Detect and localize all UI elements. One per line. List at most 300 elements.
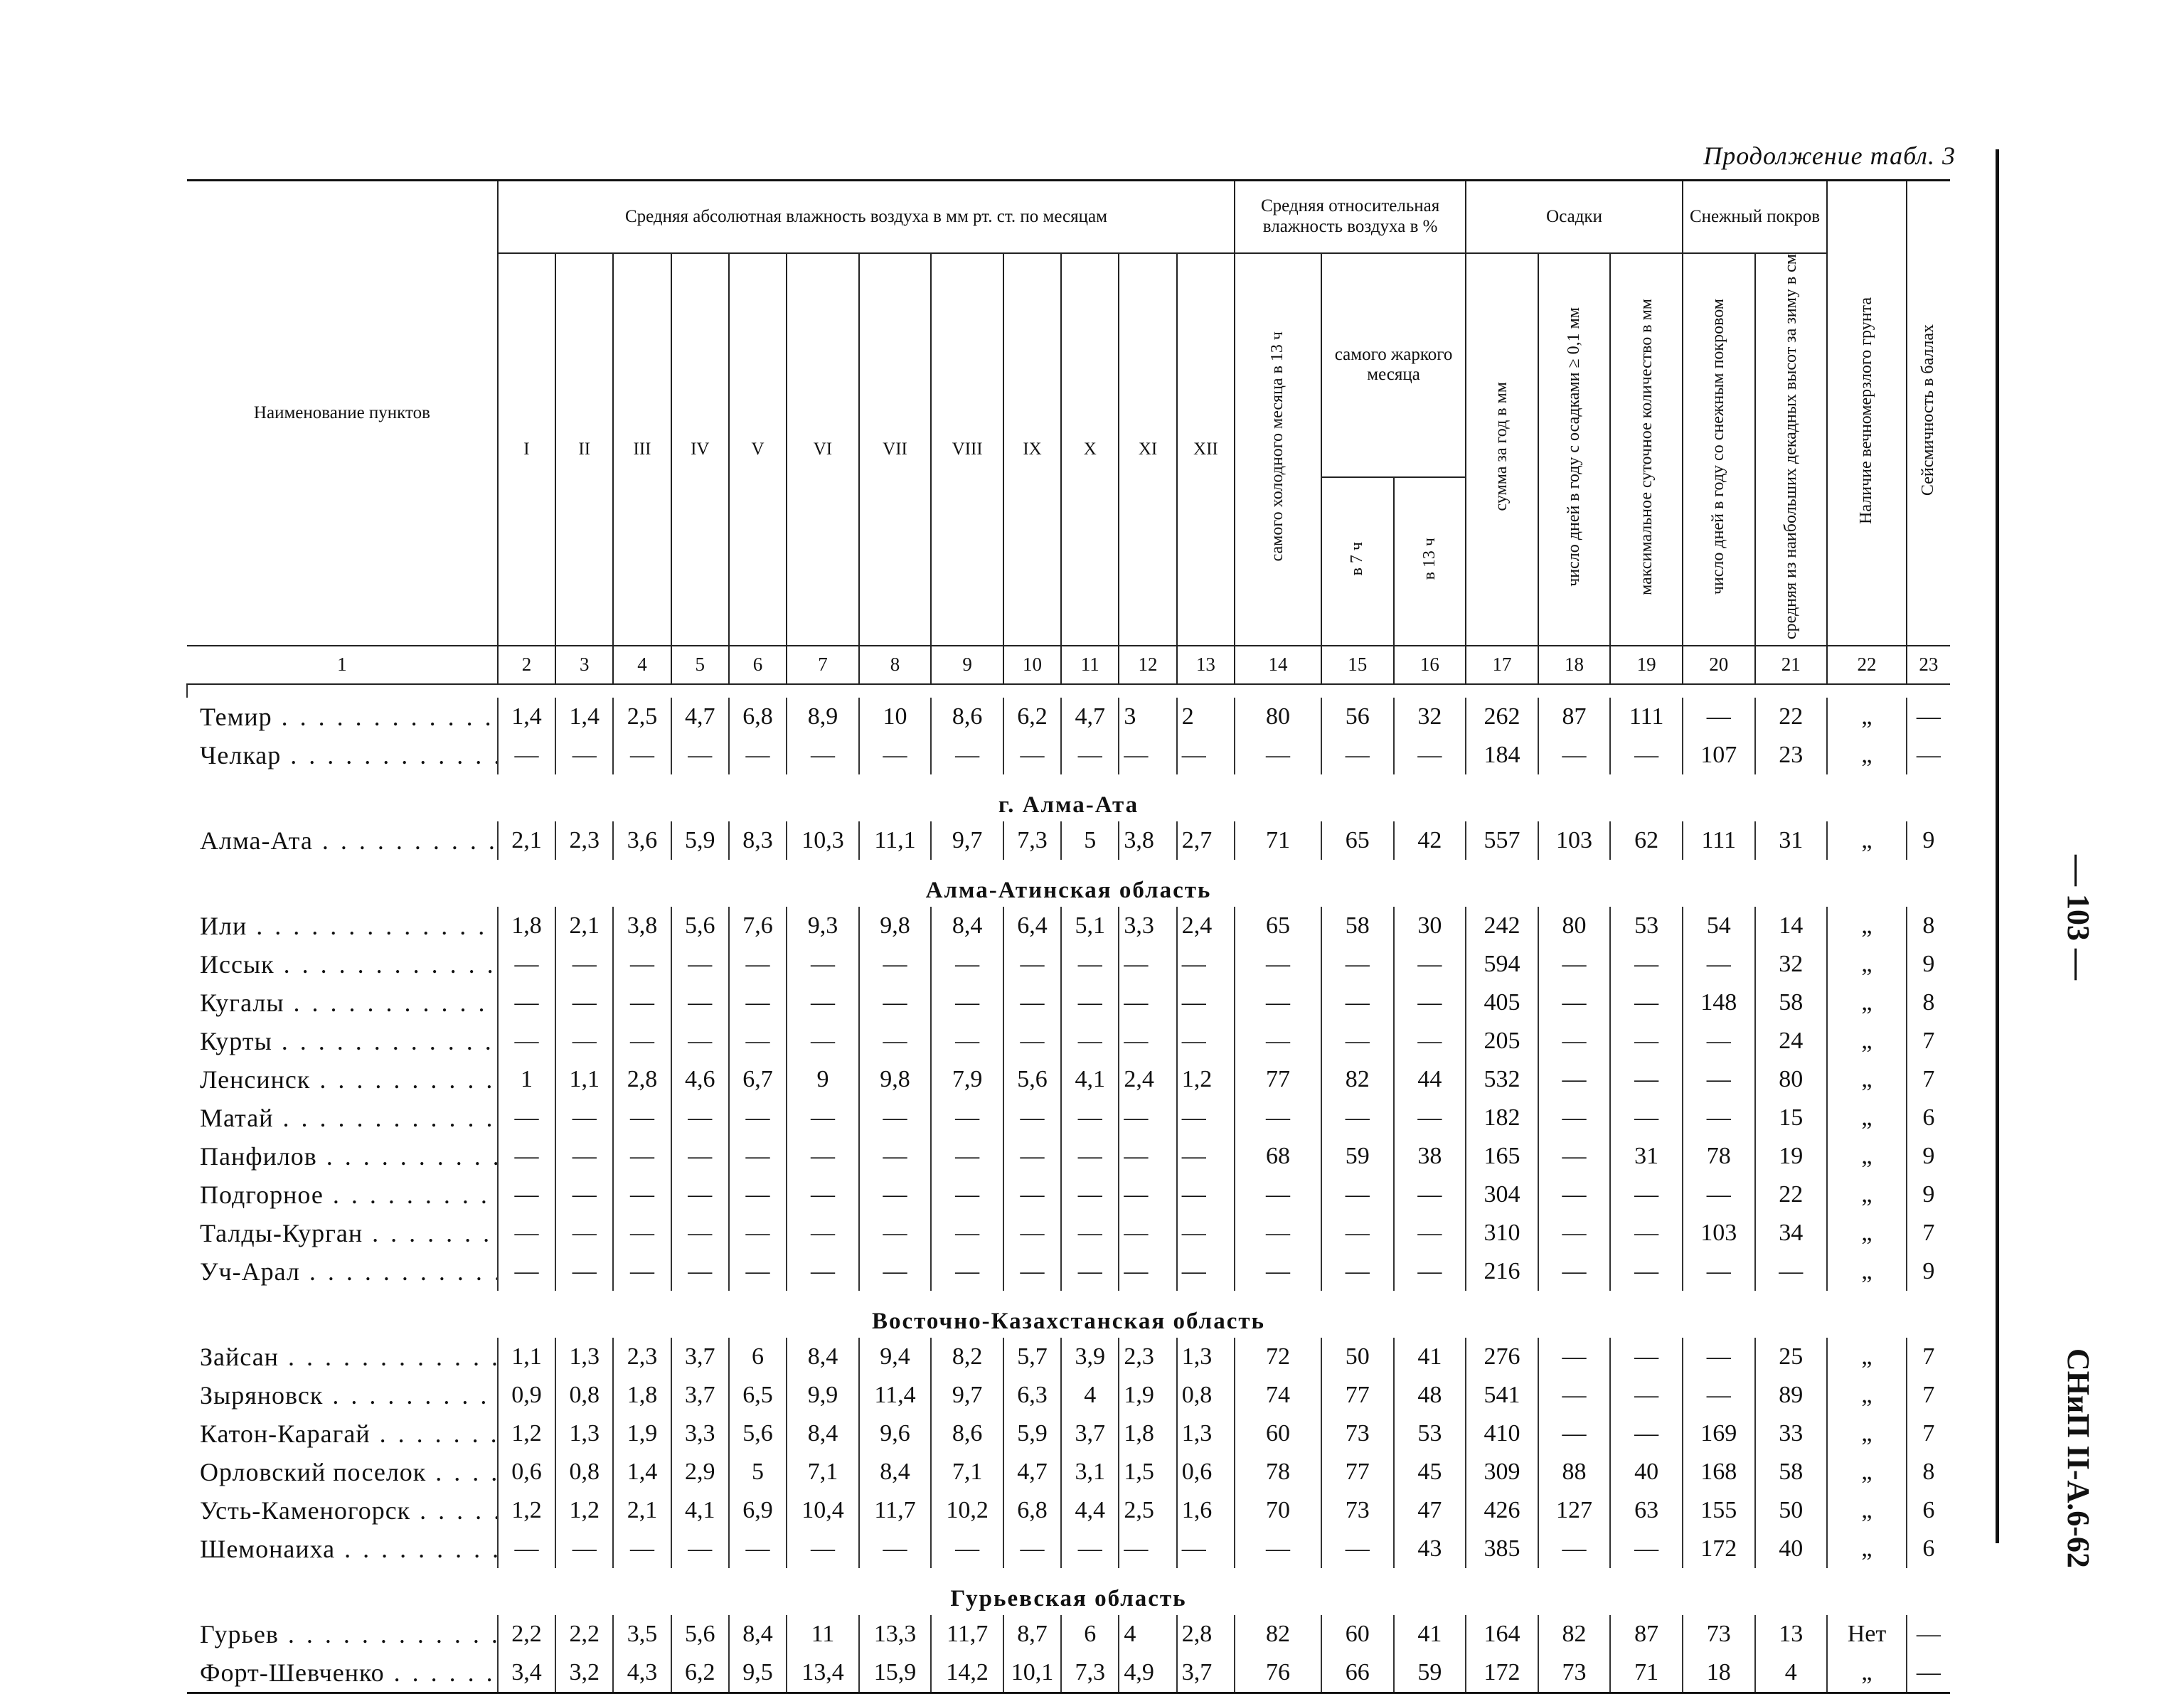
table-cell: — <box>859 984 932 1022</box>
table-header <box>187 181 1950 684</box>
table-cell: 5 <box>729 1453 787 1491</box>
table-cell: — <box>931 945 1003 984</box>
column-number: 10 <box>1003 646 1061 684</box>
table-row <box>187 945 1950 984</box>
table-cell: — <box>729 1099 787 1137</box>
table-cell: „ <box>1827 1491 1907 1530</box>
table-cell: 2,3 <box>1119 1338 1176 1376</box>
table-cell: 4,7 <box>1061 698 1119 736</box>
table-cell: — <box>787 1099 859 1137</box>
table-cell: 2,7 <box>1177 821 1235 860</box>
table-cell: — <box>1177 1137 1235 1176</box>
table-cell: 9 <box>1907 945 1950 984</box>
table-cell: 78 <box>1235 1453 1321 1491</box>
table-cell: — <box>1683 1176 1755 1214</box>
table-cell: 164 <box>1466 1615 1538 1653</box>
table-cell: 2,3 <box>555 821 613 860</box>
table-cell: 0,6 <box>1177 1453 1235 1491</box>
table-cell: — <box>1003 1099 1061 1137</box>
table-cell: 8,4 <box>859 1453 932 1491</box>
table-cell: — <box>1061 1176 1119 1214</box>
table-cell: „ <box>1827 1060 1907 1099</box>
column-number: 5 <box>671 646 729 684</box>
table-cell: 3,3 <box>671 1415 729 1453</box>
table-cell: 23 <box>1755 736 1828 774</box>
table-cell: 6,8 <box>729 698 787 736</box>
table-cell: 9 <box>787 1060 859 1099</box>
table-cell: — <box>1235 1252 1321 1291</box>
table-cell: 41 <box>1394 1615 1466 1653</box>
table-cell: 5,1 <box>1061 907 1119 945</box>
table-cell: 1,4 <box>498 698 555 736</box>
table-cell: — <box>498 1099 555 1137</box>
table-cell: „ <box>1827 945 1907 984</box>
table-cell: — <box>498 1252 555 1291</box>
table-cell: — <box>613 1530 671 1568</box>
table-cell: — <box>859 945 932 984</box>
table-row <box>187 736 1950 774</box>
table-cell: 71 <box>1610 1653 1683 1693</box>
table-cell: 9,9 <box>787 1376 859 1415</box>
table-cell: 2,5 <box>1119 1491 1176 1530</box>
table-cell: 14 <box>1755 907 1828 945</box>
table-cell: 77 <box>1235 1060 1321 1099</box>
table-cell: 6,8 <box>1003 1491 1061 1530</box>
table-cell: — <box>498 1137 555 1176</box>
table-cell: 8,6 <box>931 698 1003 736</box>
table-cell: — <box>1177 1214 1235 1252</box>
table-cell: 6 <box>1907 1530 1950 1568</box>
table-cell: 13 <box>1755 1615 1828 1653</box>
table-cell: — <box>787 1214 859 1252</box>
column-number: 6 <box>729 646 787 684</box>
table-cell: 9,7 <box>931 821 1003 860</box>
station-name: Уч-Арал . . . <box>187 1252 498 1291</box>
month-10: X <box>1061 253 1119 646</box>
table-cell: — <box>671 1214 729 1252</box>
station-name: Алма-Ата . . . <box>187 821 498 860</box>
column-number: 8 <box>859 646 932 684</box>
header-rel-cold: самого холодного месяца в 13 ч <box>1235 253 1321 646</box>
table-cell: — <box>1235 984 1321 1022</box>
region-heading: Гурьевская область <box>950 1585 1187 1612</box>
table-cell: 1,8 <box>1119 1415 1176 1453</box>
column-number: 11 <box>1061 646 1119 684</box>
table-cell: — <box>498 1176 555 1214</box>
header-precipitation: Осадки <box>1466 181 1683 254</box>
table-cell: 5 <box>1061 821 1119 860</box>
header-snow-days: число дней в году со снежным покровом <box>1683 253 1755 646</box>
table-cell: — <box>1610 1376 1683 1415</box>
table-cell: 276 <box>1466 1338 1538 1376</box>
table-cell: 310 <box>1466 1214 1538 1252</box>
table-row <box>187 1491 1950 1530</box>
table-cell: — <box>859 1176 932 1214</box>
table-cell: 74 <box>1235 1376 1321 1415</box>
table-cell: 6 <box>1061 1615 1119 1653</box>
table-cell: 410 <box>1466 1415 1538 1453</box>
table-cell: — <box>1003 945 1061 984</box>
table-cell: 11,4 <box>859 1376 932 1415</box>
header-name: Наименование пунктов <box>187 181 498 646</box>
table-cell: 7,1 <box>931 1453 1003 1491</box>
station-name: Подгорное . . . <box>187 1176 498 1214</box>
table-cell: 63 <box>1610 1491 1683 1530</box>
table-cell: — <box>787 1137 859 1176</box>
table-body <box>187 684 1950 1693</box>
table-cell: — <box>787 1530 859 1568</box>
column-number: 7 <box>787 646 859 684</box>
table-cell: 10,3 <box>787 821 859 860</box>
table-cell: 58 <box>1755 984 1828 1022</box>
table-cell: — <box>555 1099 613 1137</box>
table-row <box>187 1214 1950 1252</box>
table-cell: 8,2 <box>931 1338 1003 1376</box>
table-cell: 14,2 <box>931 1653 1003 1693</box>
table-cell: — <box>1538 1022 1611 1060</box>
table-row <box>187 984 1950 1022</box>
table-cell: 7 <box>1907 1214 1950 1252</box>
station-name: Гурьев . . . <box>187 1615 498 1653</box>
table-cell: 103 <box>1683 1214 1755 1252</box>
table-cell: „ <box>1827 1099 1907 1137</box>
table-cell: — <box>1003 984 1061 1022</box>
table-row <box>187 1252 1950 1291</box>
table-cell: 8 <box>1907 984 1950 1022</box>
table-cell: — <box>787 984 859 1022</box>
table-cell: 127 <box>1538 1491 1611 1530</box>
table-cell: 0,6 <box>498 1453 555 1491</box>
table-cell: 30 <box>1394 907 1466 945</box>
table-cell: — <box>787 1252 859 1291</box>
table-cell: 73 <box>1321 1491 1394 1530</box>
station-name: Или . . . <box>187 907 498 945</box>
table-cell: — <box>1177 1022 1235 1060</box>
table-cell: — <box>1683 1338 1755 1376</box>
table-cell: — <box>859 1252 932 1291</box>
table-cell: 2,8 <box>613 1060 671 1099</box>
station-name: Курты . . . <box>187 1022 498 1060</box>
table-cell: — <box>555 945 613 984</box>
header-precip-sum: сумма за год в мм <box>1466 253 1538 646</box>
table-cell: — <box>613 984 671 1022</box>
table-cell: 60 <box>1321 1615 1394 1653</box>
table-cell: 78 <box>1683 1137 1755 1176</box>
table-cell: 0,9 <box>498 1376 555 1415</box>
table-cell: 172 <box>1683 1530 1755 1568</box>
table-cell: — <box>1177 1099 1235 1137</box>
table-cell: — <box>1610 1252 1683 1291</box>
table-cell: 4,3 <box>613 1653 671 1693</box>
table-cell: — <box>1907 1653 1950 1693</box>
table-cell: — <box>1235 1022 1321 1060</box>
table-cell: — <box>729 1252 787 1291</box>
table-cell: 80 <box>1235 698 1321 736</box>
table-cell: 7 <box>1907 1415 1950 1453</box>
table-cell: — <box>787 945 859 984</box>
table-cell: 71 <box>1235 821 1321 860</box>
table-cell: — <box>1321 1530 1394 1568</box>
table-cell: 38 <box>1394 1137 1466 1176</box>
month-5: V <box>729 253 787 646</box>
table-cell: — <box>1538 1099 1611 1137</box>
table-cell: 7,1 <box>787 1453 859 1491</box>
table-cell: 5,6 <box>671 1615 729 1653</box>
table-cell: — <box>555 1252 613 1291</box>
table-cell: 11,7 <box>931 1615 1003 1653</box>
table-cell: 8,4 <box>787 1338 859 1376</box>
table-cell: 0,8 <box>555 1453 613 1491</box>
station-name: Усть-Каменогорск . . . <box>187 1491 498 1530</box>
month-12: XII <box>1177 253 1235 646</box>
table-cell: — <box>931 1214 1003 1252</box>
table-cell: 7,3 <box>1061 1653 1119 1693</box>
table-cell: „ <box>1827 698 1907 736</box>
table-cell: — <box>1538 984 1611 1022</box>
table-cell: 262 <box>1466 698 1538 736</box>
table-cell: 7 <box>1907 1338 1950 1376</box>
table-cell: 45 <box>1394 1453 1466 1491</box>
table-cell: 47 <box>1394 1491 1466 1530</box>
station-name: Зыряновск . . . <box>187 1376 498 1415</box>
table-cell: — <box>1683 945 1755 984</box>
table-cell: 9,8 <box>859 907 932 945</box>
table-cell: — <box>729 1137 787 1176</box>
table-cell: — <box>613 1137 671 1176</box>
table-cell: Нет <box>1827 1615 1907 1653</box>
table-cell: 6,5 <box>729 1376 787 1415</box>
table-cell: „ <box>1827 821 1907 860</box>
table-cell: — <box>613 1214 671 1252</box>
table-row <box>187 1653 1950 1693</box>
table-cell: — <box>1119 984 1176 1022</box>
table-cell: 4,7 <box>1003 1453 1061 1491</box>
table-cell: 1,2 <box>498 1491 555 1530</box>
table-cell: — <box>1061 945 1119 984</box>
table-cell: 31 <box>1610 1137 1683 1176</box>
table-cell: 242 <box>1466 907 1538 945</box>
header-seismic: Сейсмичность в баллах <box>1907 181 1950 646</box>
column-number-row <box>187 646 1950 684</box>
header-precip-days: число дней в году с осадками ≥ 0,1 мм <box>1538 253 1611 646</box>
table-cell: 8 <box>1907 1453 1950 1491</box>
table-cell: 73 <box>1538 1653 1611 1693</box>
table-cell: — <box>1321 984 1394 1022</box>
table-cell: — <box>1610 1060 1683 1099</box>
table-cell: 6,2 <box>671 1653 729 1693</box>
month-2: II <box>555 253 613 646</box>
table-cell: — <box>1177 984 1235 1022</box>
table-cell: 6,2 <box>1003 698 1061 736</box>
table-cell: 2,8 <box>1177 1615 1235 1653</box>
table-cell: — <box>1907 736 1950 774</box>
table-cell: 73 <box>1683 1615 1755 1653</box>
table-cell: — <box>1683 1060 1755 1099</box>
table-cell: 5,9 <box>1003 1415 1061 1453</box>
table-cell: 8,4 <box>787 1415 859 1453</box>
table-cell: — <box>1394 945 1466 984</box>
table-cell: 2,3 <box>613 1338 671 1376</box>
table-cell: — <box>1119 1022 1176 1060</box>
table-cell: 1,1 <box>555 1060 613 1099</box>
table-cell: 3,4 <box>498 1653 555 1693</box>
table-cell: 87 <box>1610 1615 1683 1653</box>
table-cell: „ <box>1827 1338 1907 1376</box>
table-cell: — <box>671 1176 729 1214</box>
table-cell: — <box>1061 1137 1119 1176</box>
region-heading: г. Алма-Ата <box>998 792 1139 818</box>
column-number: 22 <box>1827 646 1907 684</box>
table-cell: — <box>859 1137 932 1176</box>
table-cell: 3,1 <box>1061 1453 1119 1491</box>
table-cell: 72 <box>1235 1338 1321 1376</box>
table-cell: — <box>498 1214 555 1252</box>
table-cell: 44 <box>1394 1060 1466 1099</box>
table-cell: — <box>1003 1214 1061 1252</box>
column-number: 20 <box>1683 646 1755 684</box>
table-cell: — <box>1610 1099 1683 1137</box>
table-cell: — <box>671 736 729 774</box>
table-cell: — <box>1061 1099 1119 1137</box>
table-cell: — <box>498 984 555 1022</box>
table-cell: — <box>859 1022 932 1060</box>
region-heading-row <box>187 860 1950 907</box>
table-cell: 9,3 <box>787 907 859 945</box>
table-cell: 8,4 <box>729 1615 787 1653</box>
table-cell: 11,7 <box>859 1491 932 1530</box>
table-cell: — <box>671 1099 729 1137</box>
table-cell: — <box>1907 698 1950 736</box>
column-number: 14 <box>1235 646 1321 684</box>
table-cell: 32 <box>1394 698 1466 736</box>
table-row <box>187 1176 1950 1214</box>
table-cell: — <box>555 1214 613 1252</box>
table-cell: — <box>1907 1615 1950 1653</box>
station-name: Челкар . . . <box>187 736 498 774</box>
page-number: — 103 — <box>2061 855 2096 980</box>
table-cell: — <box>1003 1137 1061 1176</box>
table-cell: — <box>1394 1022 1466 1060</box>
table-cell: — <box>1119 1137 1176 1176</box>
column-number: 19 <box>1610 646 1683 684</box>
table-cell: — <box>1061 984 1119 1022</box>
table-cell: 7 <box>1907 1022 1950 1060</box>
table-cell: — <box>1538 1176 1611 1214</box>
table-cell: 2,1 <box>498 821 555 860</box>
month-4: IV <box>671 253 729 646</box>
table-cell: 65 <box>1235 907 1321 945</box>
table-cell: — <box>787 1022 859 1060</box>
table-cell: — <box>1321 1214 1394 1252</box>
table-cell: 6 <box>1907 1491 1950 1530</box>
table-cell: 32 <box>1755 945 1828 984</box>
table-cell: 58 <box>1321 907 1394 945</box>
header-snow: Снежный покров <box>1683 181 1827 254</box>
table-cell: — <box>613 1099 671 1137</box>
table-cell: 50 <box>1755 1491 1828 1530</box>
table-row <box>187 1376 1950 1415</box>
table-cell: — <box>555 736 613 774</box>
column-number: 16 <box>1394 646 1466 684</box>
table-cell: — <box>1321 1176 1394 1214</box>
table-cell: — <box>1177 1252 1235 1291</box>
table-cell: 6 <box>1907 1099 1950 1137</box>
table-cell: 7 <box>1907 1060 1950 1099</box>
station-name: Кугалы . . . <box>187 984 498 1022</box>
table-cell: 3,8 <box>613 907 671 945</box>
table-cell: 1,4 <box>555 698 613 736</box>
header-abs-humidity: Средняя абсолютная влажность воздуха в мм рт. ст. по месяцам <box>498 181 1235 254</box>
region-heading-row <box>187 774 1950 821</box>
table-cell: 205 <box>1466 1022 1538 1060</box>
table-cell: „ <box>1827 1530 1907 1568</box>
table-cell: — <box>1610 1214 1683 1252</box>
table-cell: — <box>1061 1252 1119 1291</box>
month-6: VI <box>787 253 859 646</box>
table-cell: 9 <box>1907 1252 1950 1291</box>
station-name: Матай . . . <box>187 1099 498 1137</box>
table-cell: 59 <box>1394 1653 1466 1693</box>
table-cell: — <box>1235 736 1321 774</box>
climate-table <box>186 179 1950 1694</box>
table-cell: 3,8 <box>1119 821 1176 860</box>
station-name: Ленсинск . . . <box>187 1060 498 1099</box>
table-cell: 172 <box>1466 1653 1538 1693</box>
table-cell: 8,6 <box>931 1415 1003 1453</box>
table-cell: 9,4 <box>859 1338 932 1376</box>
table-cell: 11,1 <box>859 821 932 860</box>
table-cell: — <box>1235 1214 1321 1252</box>
table-cell: — <box>671 945 729 984</box>
table-cell: 22 <box>1755 698 1828 736</box>
table-cell: 3,7 <box>1177 1653 1235 1693</box>
margin-rule <box>1996 149 1999 1543</box>
table-cell: 148 <box>1683 984 1755 1022</box>
region-heading-row <box>187 1291 1950 1338</box>
table-row <box>187 1137 1950 1176</box>
table-cell: 169 <box>1683 1415 1755 1453</box>
table-cell: 4,1 <box>1061 1060 1119 1099</box>
table-cell: 165 <box>1466 1137 1538 1176</box>
table-cell: 557 <box>1466 821 1538 860</box>
station-name: Темир . . . <box>187 698 498 736</box>
table-cell: 111 <box>1683 821 1755 860</box>
table-cell: — <box>1177 736 1235 774</box>
month-9: IX <box>1003 253 1061 646</box>
table-cell: 405 <box>1466 984 1538 1022</box>
table-cell: 15 <box>1755 1099 1828 1137</box>
table-cell: 1,5 <box>1119 1453 1176 1491</box>
table-cell: 68 <box>1235 1137 1321 1176</box>
station-name: Форт-Шевченко . . . <box>187 1653 498 1693</box>
header-rel-humidity: Средняя относительная влажность воздуха в % <box>1235 181 1466 254</box>
table-cell: — <box>1394 1099 1466 1137</box>
table-cell: — <box>1538 1060 1611 1099</box>
table-cell: 9 <box>1907 1137 1950 1176</box>
table-cell: — <box>1321 1022 1394 1060</box>
table-cell: 24 <box>1755 1022 1828 1060</box>
table-cell: — <box>671 1530 729 1568</box>
table-cell: — <box>1394 1176 1466 1214</box>
table-cell: — <box>498 945 555 984</box>
month-8: VIII <box>931 253 1003 646</box>
table-cell: 42 <box>1394 821 1466 860</box>
table-cell: — <box>1321 945 1394 984</box>
table-cell: — <box>1177 1530 1235 1568</box>
table-cell: 43 <box>1394 1530 1466 1568</box>
table-cell: — <box>1003 1252 1061 1291</box>
table-cell: — <box>1119 1176 1176 1214</box>
